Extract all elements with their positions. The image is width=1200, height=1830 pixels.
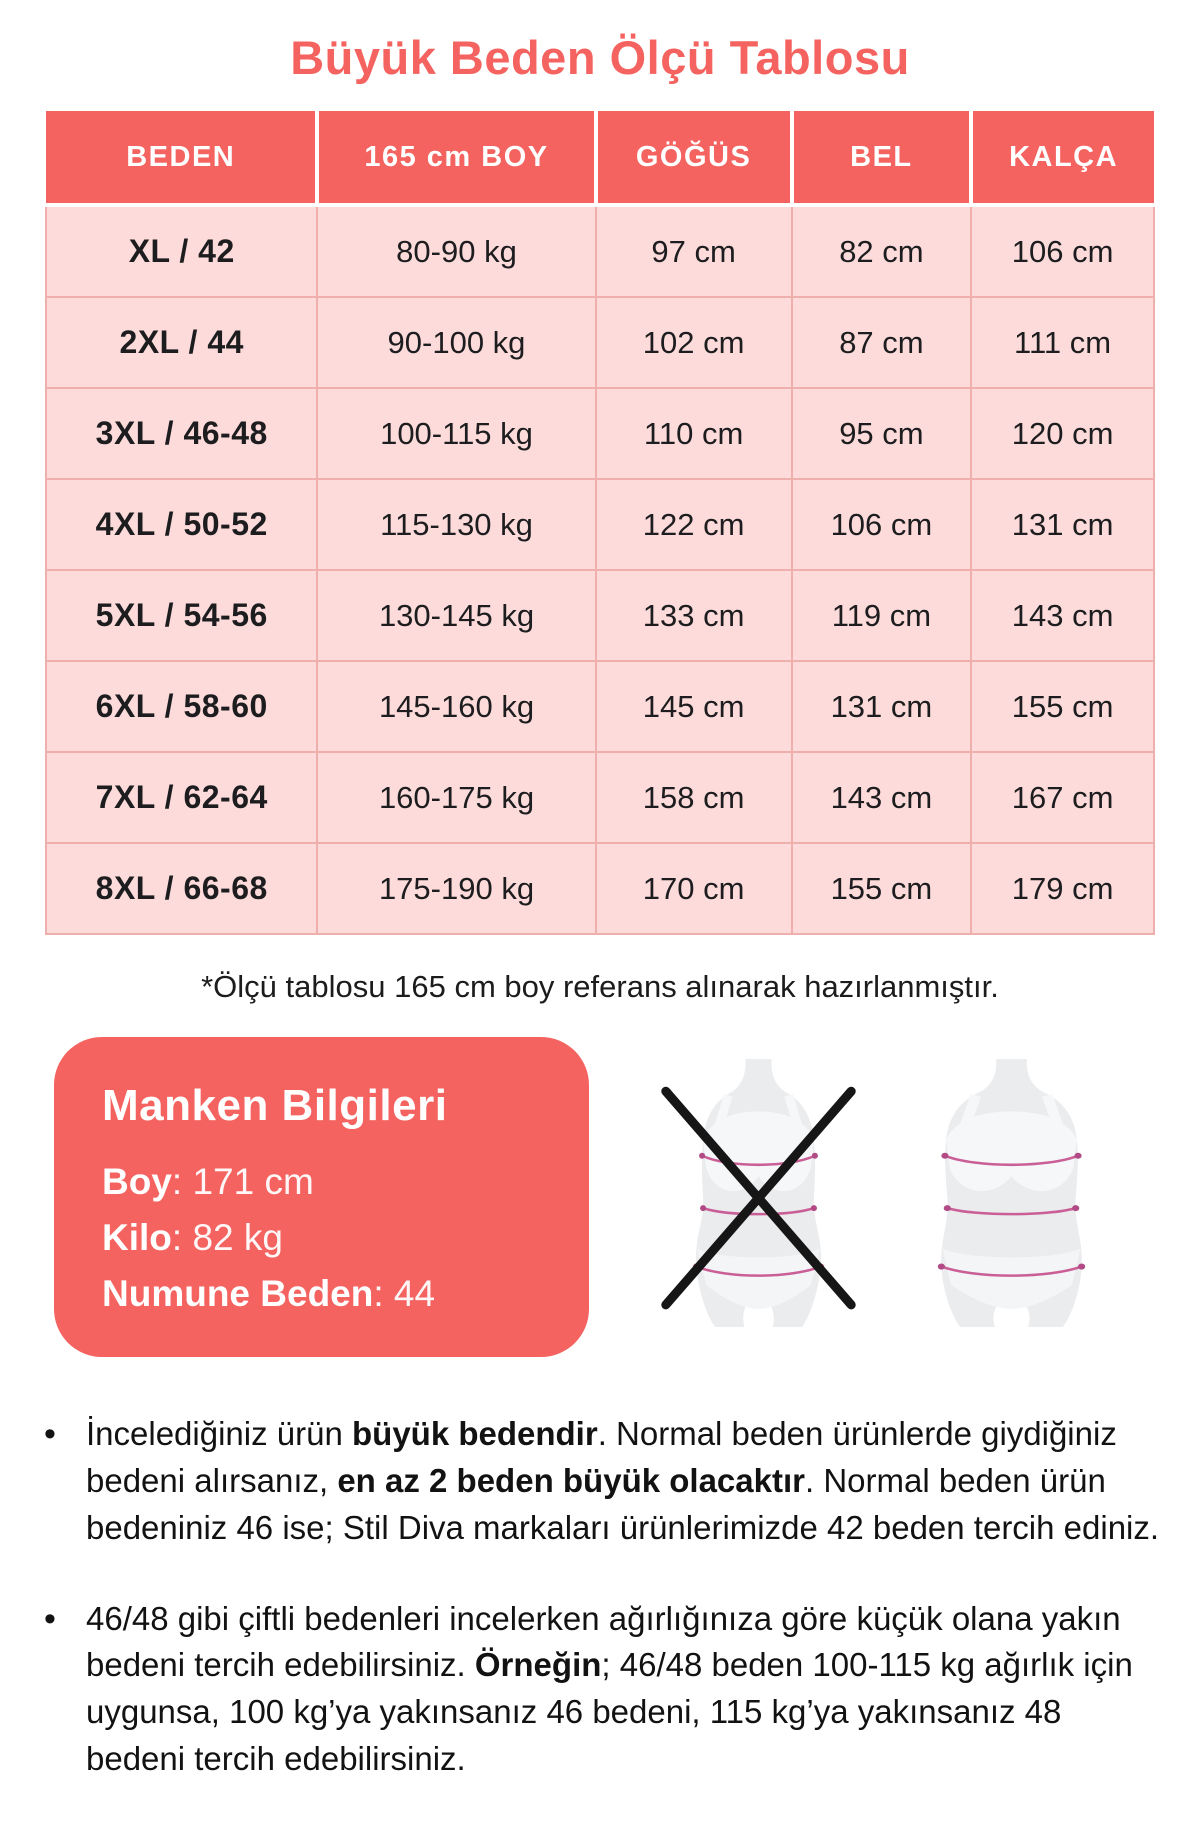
bullet-text: . Normal beden ürün bedeniniz 46 ise; Stil Diva markaları ürünlerimizde 42 beden tercih ediniz. [86, 1461, 1160, 1546]
size-cell: 8XL / 66-68 [46, 843, 317, 934]
measure-cell: 145 cm [596, 661, 792, 752]
table-row [46, 843, 1154, 934]
bullet-item [42, 1596, 1164, 1783]
model-info-card [54, 1037, 589, 1357]
measure-cell: 170 cm [596, 843, 792, 934]
measure-cell: 110 cm [596, 388, 792, 479]
model-info-title: Manken Bilgileri [102, 1081, 448, 1130]
model-info-section [54, 1037, 1200, 1357]
size-cell: 2XL / 44 [46, 297, 317, 388]
measure-cell: 175-190 kg [317, 843, 595, 934]
measure-cell: 80-90 kg [317, 205, 595, 297]
bullet-bold-text: en az 2 beden büyük olacaktır [337, 1461, 805, 1499]
measure-cell: 143 cm [971, 570, 1154, 661]
column-header-165-cm-boy: 165 cm BOY [317, 111, 595, 205]
measure-cell: 102 cm [596, 297, 792, 388]
header-row [46, 111, 1154, 205]
measure-cell: 131 cm [792, 661, 971, 752]
size-cell: 6XL / 58-60 [46, 661, 317, 752]
table-row [46, 570, 1154, 661]
column-header-g-s: GÖĞÜS [596, 111, 792, 205]
size-cell: 5XL / 54-56 [46, 570, 317, 661]
measure-cell: 145-160 kg [317, 661, 595, 752]
column-header-beden: BEDEN [46, 111, 317, 205]
model-weight-label: Kilo [102, 1217, 172, 1258]
measurement-figures [589, 1037, 1200, 1327]
reference-note: *Ölçü tablosu 165 cm boy referans alınarak hazırlanmıştır. [201, 969, 999, 1004]
bullet-text: 46/48 gibi çiftli bedenleri incelerken ağırlığınıza göre küçük olana yakın bedeni tercih edebilirsiniz. [86, 1599, 1121, 1684]
measure-cell: 100-115 kg [317, 388, 595, 479]
bullet-text: İncelediğiniz ürün [86, 1415, 352, 1452]
measure-cell: 167 cm [971, 752, 1154, 843]
info-bullet-list [0, 1411, 1200, 1783]
measure-cell: 130-145 kg [317, 570, 595, 661]
table-row [46, 479, 1154, 570]
measure-cell: 155 cm [792, 843, 971, 934]
model-height-value: 171 cm [192, 1161, 314, 1202]
bullet-bold-text: Örneğin [474, 1646, 602, 1684]
bullet-bold-text: büyük bedendir [352, 1415, 598, 1452]
size-cell: XL / 42 [46, 205, 317, 297]
table-row [46, 661, 1154, 752]
body-silhouette [937, 1059, 1084, 1327]
page-title: Büyük Beden Ölçü Tablosu [290, 31, 910, 84]
crossed-out-body-figure-icon [656, 1055, 861, 1327]
size-cell: 7XL / 62-64 [46, 752, 317, 843]
measure-cell: 111 cm [971, 297, 1154, 388]
size-table-container [45, 111, 1155, 935]
size-table-header [46, 111, 1154, 205]
model-info-sample-size: Numune Beden: 44 [102, 1273, 436, 1314]
measure-cell: 87 cm [792, 297, 971, 388]
bullet-text: . Normal beden ürünlerde giydiğiniz bedeni alırsanız, [86, 1415, 1117, 1499]
size-cell: 3XL / 46-48 [46, 388, 317, 479]
column-header-kal-a: KALÇA [971, 111, 1154, 205]
measure-cell: 119 cm [792, 570, 971, 661]
model-height-label: Boy [102, 1161, 172, 1202]
size-table [45, 111, 1155, 935]
table-row [46, 752, 1154, 843]
measure-cell: 95 cm [792, 388, 971, 479]
model-info-weight: Kilo: 82 kg [102, 1217, 283, 1258]
table-row [46, 388, 1154, 479]
measure-cell: 143 cm [792, 752, 971, 843]
table-row [46, 297, 1154, 388]
measure-cell: 106 cm [971, 205, 1154, 297]
measure-cell: 106 cm [792, 479, 971, 570]
model-weight-value: 82 kg [192, 1217, 283, 1258]
size-table-body [46, 205, 1154, 934]
measure-cell: 120 cm [971, 388, 1154, 479]
measure-cell: 90-100 kg [317, 297, 595, 388]
column-header-bel: BEL [792, 111, 971, 205]
model-sample-size-label: Numune Beden [102, 1273, 374, 1314]
measure-cell: 133 cm [596, 570, 792, 661]
measure-cell: 82 cm [792, 205, 971, 297]
model-sample-size-value: 44 [393, 1273, 436, 1314]
size-cell: 4XL / 50-52 [46, 479, 317, 570]
model-info-height: Boy: 171 cm [102, 1161, 314, 1202]
measure-cell: 179 cm [971, 843, 1154, 934]
bullet-text: ; 46/48 beden 100-115 kg ağırlık için uygunsa, 100 kg’ya yakınsanız 46 bedeni, 115 kg’ya yakınsanız 48 bedeni tercih edebilirsiniz. [86, 1646, 1133, 1778]
correct-body-figure-icon [909, 1055, 1114, 1327]
measure-cell: 158 cm [596, 752, 792, 843]
measure-cell: 97 cm [596, 205, 792, 297]
measure-cell: 122 cm [596, 479, 792, 570]
measure-cell: 155 cm [971, 661, 1154, 752]
measure-cell: 131 cm [971, 479, 1154, 570]
bullet-item [42, 1411, 1164, 1552]
measure-cell: 115-130 kg [317, 479, 595, 570]
table-row [46, 205, 1154, 297]
measure-cell: 160-175 kg [317, 752, 595, 843]
